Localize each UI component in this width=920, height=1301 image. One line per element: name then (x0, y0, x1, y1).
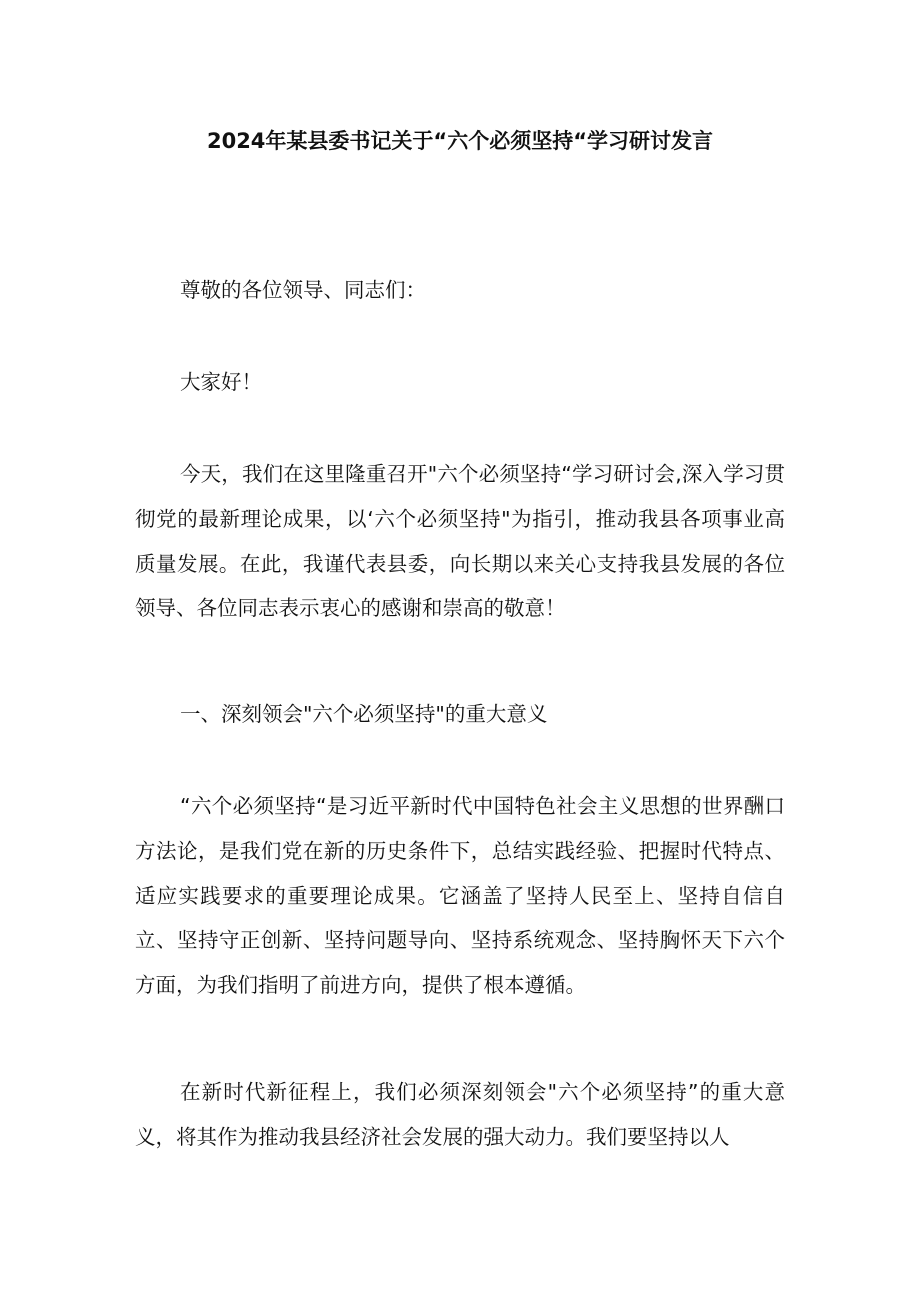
salutation-paragraph: 尊敬的各位领导、同志们： (180, 278, 426, 302)
greeting-paragraph: 大家好！ (180, 370, 262, 394)
intro-paragraph: 今天，我们在这里隆重召开"六个必须坚持“学习研讨会,深入学习贯彻党的最新理论成果，以‘六个必须坚持"为指引，推动我县各项事业高质量发展。在此，我谨代表县委，向长期以来关心支持我县发展的各位领导、各位同志表示衷心的感谢和崇高的敬意！ (135, 462, 785, 621)
document-title: 2024年某县委书记关于“六个必须坚持“学习研讨发言 (206, 129, 714, 153)
body-paragraph: 在新时代新征程上，我们必须深刻领会"六个必须坚持”的重大意义，将其作为推动我县经济社会发展的强大动力。我们要坚持以人 (135, 1080, 785, 1149)
body-paragraph: “六个必须坚持“是习近平新时代中国特色社会主义思想的世界酬口方法论，是我们党在新的历史条件下，总结实践经验、把握时代特点、适应实践要求的重要理论成果。它涵盖了坚持人民至上、坚持自信自立、坚持守正创新、坚持问题导向、坚持系统观念、坚持胸怀天下六个方面，为我们指明了前进方向，提供了根本遵循。 (135, 794, 785, 998)
section-heading: 一、深刻领会"六个必须坚持"的重大意义 (180, 702, 548, 726)
